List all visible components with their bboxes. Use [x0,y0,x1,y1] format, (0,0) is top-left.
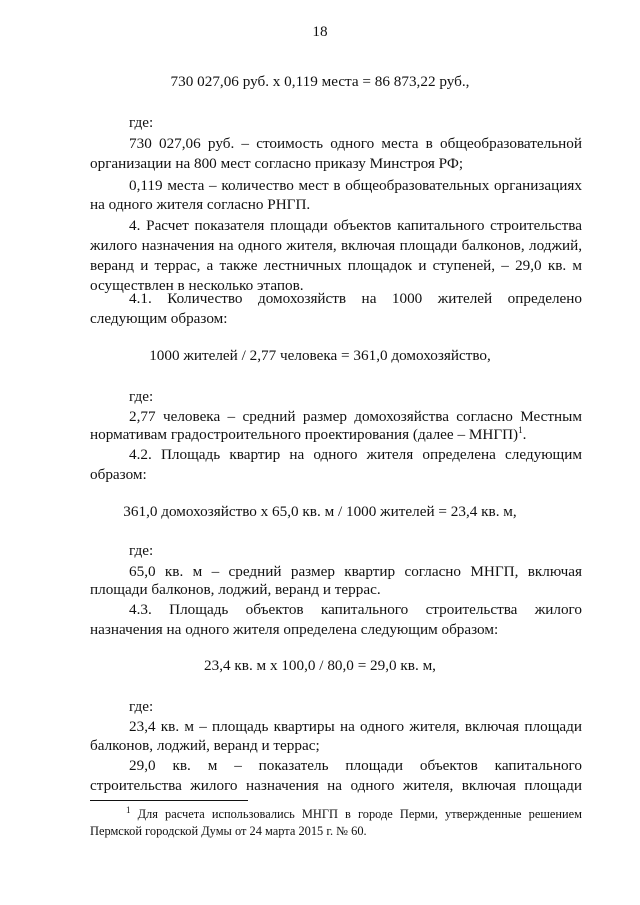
paragraph-line: 29,0 кв. м – показатель площади объектов капитального [129,757,582,774]
paragraph-line: 730 027,06 руб. – стоимость одного места в общеобразовательной [129,135,582,152]
paragraph-line: 0,119 места – количество мест в общеобразовательных организациях [129,177,582,194]
where-label: где: [129,388,154,405]
paragraph-line: 4. Расчет показателя площади объектов капитального строительства [129,217,582,234]
paragraph-line: строительства жилого назначения на одного жителя, включая площади [90,777,582,794]
paragraph-line: балконов, лоджий, веранд и террас; [90,737,320,754]
paragraph-line: 4.3. Площадь объектов капитального строительства жилого [129,601,582,618]
paragraph-line: 4.1. Количество домохозяйств на 1000 жителей определено [129,290,582,307]
paragraph-line: 4.2. Площадь квартир на одного жителя определена следующим [129,446,582,463]
page-number: 18 [312,23,328,40]
paragraph-line: организации на 800 мест согласно приказу Минстроя РФ; [90,155,464,172]
where-label: где: [129,698,154,715]
footnote-line: Пермской городской Думы от 24 марта 2015 г. № 60. [90,824,367,838]
footnote-reference: 1 [518,424,523,435]
footnote-separator [90,800,248,801]
paragraph-line: жилого назначения на одного жителя, включая площади балконов, лоджий, [90,237,582,254]
where-label: где: [129,542,154,559]
formula-apartment-area: 361,0 домохозяйство х 65,0 кв. м / 1000 жителей = 23,4 кв. м, [123,503,517,520]
formula-households: 1000 жителей / 2,77 человека = 361,0 домохозяйство, [149,347,491,364]
paragraph-line: площади балконов, лоджий, веранд и террас. [90,581,381,598]
formula-residential-area: 23,4 кв. м х 100,0 / 80,0 = 29,0 кв. м, [204,657,436,674]
paragraph-line: нормативам градостроительного проектирования (далее – МНГП)$^1$. [90,424,527,443]
paragraph-line: образом: [90,466,147,483]
where-label: где: [129,114,154,131]
paragraph-line: на одного жителя согласно РНГП. [90,196,311,213]
paragraph-line: 23,4 кв. м – площадь квартиры на одного жителя, включая площади [129,718,582,735]
footnote-mark: 1 [126,804,131,815]
paragraph-line: назначения на одного жителя определена следующим образом: [90,621,499,638]
paragraph-line: 2,77 человека – средний размер домохозяйства согласно Местным [129,408,582,425]
paragraph-line: осуществлен в несколько этапов. [90,277,304,294]
paragraph-line: следующим образом: [90,310,228,327]
footnote-line: $^1$ Для расчета использовались МНГП в городе Перми, утвержденные решением [126,804,582,821]
paragraph-line: веранд и террас, а также лестничных площадок и ступеней, – 29,0 кв. м [90,257,582,274]
paragraph-line: 65,0 кв. м – средний размер квартир согласно МНГП, включая [129,563,582,580]
formula-seat-cost: 730 027,06 руб. х 0,119 места = 86 873,22 руб., [170,73,470,90]
